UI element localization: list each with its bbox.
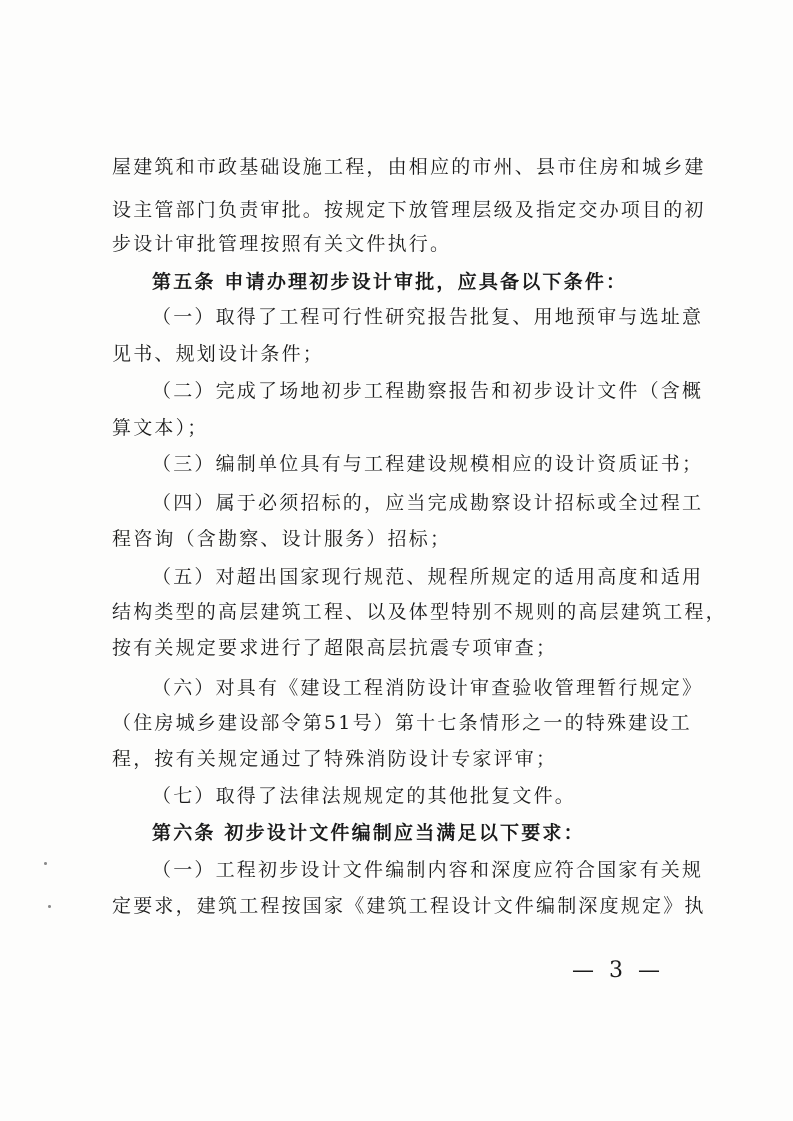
paragraph-line: 程，按有关规定通过了特殊消防设计专家评审； xyxy=(112,748,558,770)
paragraph-line: 按有关规定要求进行了超限高层抗震专项审查； xyxy=(112,637,558,659)
scan-speck xyxy=(48,905,51,908)
paragraph-line: （七）取得了法律法规规定的其他批复文件。 xyxy=(152,785,577,807)
paragraph-line: （住房城乡建设部令第51号）第十七条情形之一的特殊建设工 xyxy=(112,712,692,734)
paragraph-line: 屋建筑和市政基础设施工程，由相应的市州、县市住房和城乡建 xyxy=(112,156,706,178)
paragraph-line: 见书、规划设计条件； xyxy=(112,343,325,365)
paragraph-line: （三）编制单位具有与工程建设规模相应的设计资质证书； xyxy=(152,453,704,475)
paragraph-line: （六）对具有《建设工程消防设计审查验收管理暂行规定》 xyxy=(152,677,704,699)
paragraph-line: （一）工程初步设计文件编制内容和深度应符合国家有关规 xyxy=(152,859,704,881)
article-heading-6: 第六条 初步设计文件编制应当满足以下要求： xyxy=(152,822,585,844)
paragraph-line: 设主管部门负责审批。按规定下放管理层级及指定交办项目的初 xyxy=(112,199,706,221)
paragraph-line: 程咨询（含勘察、设计服务）招标； xyxy=(112,528,452,550)
article-heading-5: 第五条 申请办理初步设计审批，应具备以下条件： xyxy=(152,271,628,293)
page-number: — 3 — xyxy=(572,958,664,983)
paragraph-line: 算文本）； xyxy=(112,417,209,439)
paragraph-line: （五）对超出国家现行规范、规程所规定的适用高度和适用 xyxy=(152,566,704,588)
paragraph-line: 结构类型的高层建筑工程、以及体型特别不规则的高层建筑工程， xyxy=(112,601,727,623)
paragraph-line: （四）属于必须招标的，应当完成勘察设计招标或全过程工 xyxy=(152,492,704,514)
paragraph-line: 定要求，建筑工程按国家《建筑工程设计文件编制深度规定》执 xyxy=(112,895,706,917)
scan-speck xyxy=(44,862,47,865)
paragraph-line: （二）完成了场地初步工程勘察报告和初步设计文件（含概 xyxy=(152,380,704,402)
paragraph-line: （一）取得了工程可行性研究报告批复、用地预审与选址意 xyxy=(152,306,704,328)
paragraph-line: 步设计审批管理按照有关文件执行。 xyxy=(112,233,452,255)
